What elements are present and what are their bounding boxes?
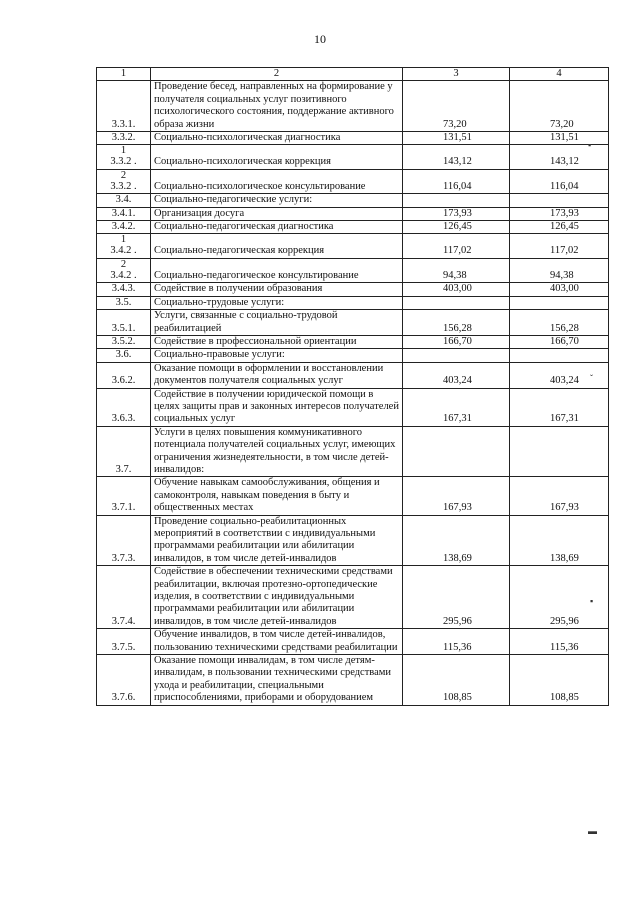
service-name-cell: Социально-педагогическое консультирование [151, 258, 403, 282]
service-code: 3.5.2. [111, 335, 136, 347]
scan-artifact-mark: ▬ [588, 826, 597, 836]
tariff-cell: 94,38 [510, 258, 609, 282]
service-code-cell [97, 283, 151, 296]
service-name-cell: Оказание помощи инвалидам, в том числе детям-инвалидам, в пользовании техническими средствами ухода и реабилитации, специальными приспособлениями, приборами и оборудованием [151, 655, 403, 706]
tariff-cell: 116,04 [403, 169, 510, 193]
tariff-cell: 295,96 [510, 566, 609, 629]
tariff-cell: 403,00 [403, 283, 510, 296]
table-row [97, 283, 609, 296]
service-code-cell [97, 566, 151, 629]
tariff-cell: 138,69 [403, 515, 510, 566]
service-name-cell: Проведение бесед, направленных на формирование у получателя социальных услуг позитивного психологического состояния, поддержание активного образа жизни [151, 81, 403, 132]
table-row [97, 310, 609, 336]
tariff-cell: 108,85 [403, 655, 510, 706]
code-superscript: 1 [120, 234, 127, 246]
service-code: 3.6. [115, 349, 132, 361]
tariff-cell: 117,02 [403, 234, 510, 258]
column-header: 4 [510, 68, 609, 81]
column-header: 1 [97, 68, 151, 81]
tariff-cell: 126,45 [510, 221, 609, 234]
tariff-cell: 131,51 [510, 132, 609, 145]
tariff-cell [510, 349, 609, 362]
scan-artifact-mark: ▪ [590, 596, 594, 606]
table-row [97, 349, 609, 362]
table-row [97, 221, 609, 234]
service-code-cell [97, 310, 151, 336]
table-row [97, 362, 609, 388]
page-number: 10 [314, 32, 326, 46]
tariff-cell [403, 349, 510, 362]
service-code-cell [97, 258, 151, 282]
tariff-cell: 156,28 [510, 310, 609, 336]
tariff-cell: 115,36 [510, 629, 609, 655]
service-code: 3.4.3. [111, 283, 136, 295]
tariff-cell: 117,02 [510, 234, 609, 258]
service-name-cell: Социально-психологическое консультирование [151, 169, 403, 193]
table-row [97, 234, 609, 258]
tariff-cell: 73,20 [510, 81, 609, 132]
service-code: 3.3.1. [111, 118, 136, 130]
service-name-cell: Содействие в обеспечении техническими средствами реабилитации, включая протезно-ортопедические изделия, в соответствии с индивидуальными программами реабилитации или абилитации инвалидов, в том числе детей-инвалидов [151, 566, 403, 629]
table-row [97, 655, 609, 706]
service-name-cell: Проведение социально-реабилитационных мероприятий в соответствии с индивидуальными программами реабилитации или абилитации инвалидов, в том числе детей-инвалидов [151, 515, 403, 566]
service-code: 3.7.1. [111, 502, 136, 514]
tariff-cell: 167,31 [510, 388, 609, 426]
services-tariff-table [96, 67, 609, 706]
service-code: 3.4. [115, 194, 132, 206]
code-superscript: 1 [120, 145, 127, 157]
service-code: 3.6.3. [111, 413, 136, 425]
table-row [97, 169, 609, 193]
table-row [97, 515, 609, 566]
tariff-cell: 116,04 [510, 169, 609, 193]
table-row [97, 81, 609, 132]
table-row [97, 335, 609, 348]
service-code-cell [97, 362, 151, 388]
service-code-cell [97, 629, 151, 655]
service-code-cell [97, 207, 151, 220]
scan-artifact-mark: ˬ [590, 366, 593, 376]
service-name-cell: Содействие в профессиональной ориентации [151, 335, 403, 348]
scan-artifact-mark: ▪ [588, 140, 592, 150]
service-name-cell: Социально-правовые услуги: [151, 349, 403, 362]
tariff-cell [403, 296, 510, 309]
service-name-cell: Социально-педагогическая диагностика [151, 221, 403, 234]
tariff-cell: 73,20 [403, 81, 510, 132]
service-code: 3.7.6. [111, 692, 136, 704]
service-code: 3.4.1. [111, 207, 136, 219]
service-code-cell [97, 81, 151, 132]
column-header: 3 [403, 68, 510, 81]
service-name-cell: Содействие в получении юридической помощи в целях защиты прав и законных интересов получателей социальных услуг [151, 388, 403, 426]
table-row [97, 566, 609, 629]
tariff-cell: 115,36 [403, 629, 510, 655]
service-code-cell [97, 145, 151, 169]
service-code-cell [97, 221, 151, 234]
service-code: 3.3.2 . [110, 180, 137, 192]
tariff-cell: 156,28 [403, 310, 510, 336]
service-code-cell [97, 655, 151, 706]
service-code: 3.4.2 . [110, 269, 137, 281]
tariff-cell [510, 296, 609, 309]
tariff-cell: 167,93 [403, 477, 510, 515]
service-code-cell [97, 296, 151, 309]
service-code-cell [97, 388, 151, 426]
service-name-cell: Услуги в целях повышения коммуникативного потенциала получателей социальных услуг, имеющих ограничения жизнедеятельности, в том числе детей-инвалидов: [151, 426, 403, 477]
tariff-cell: 173,93 [510, 207, 609, 220]
service-name-cell: Оказание помощи в оформлении и восстановлении документов получателя социальных услуг [151, 362, 403, 388]
tariff-cell: 167,31 [403, 388, 510, 426]
service-code: 3.5.1. [111, 322, 136, 334]
service-code: 3.3.2. [111, 132, 136, 144]
service-code-cell [97, 335, 151, 348]
service-code-cell [97, 477, 151, 515]
table-row [97, 426, 609, 477]
service-name-cell: Социально-психологическая диагностика [151, 132, 403, 145]
service-code: 3.7.3. [111, 552, 136, 564]
service-name-cell: Социально-психологическая коррекция [151, 145, 403, 169]
service-name-cell: Содействие в получении образования [151, 283, 403, 296]
tariff-cell: 403,00 [510, 283, 609, 296]
service-name-cell: Обучение навыкам самообслуживания, общения и самоконтроля, навыкам поведения в быту и общественных местах [151, 477, 403, 515]
service-code: 3.3.2 . [110, 156, 137, 168]
table-row [97, 258, 609, 282]
service-code-cell [97, 169, 151, 193]
table-row [97, 629, 609, 655]
column-header: 2 [151, 68, 403, 81]
tariff-cell [403, 426, 510, 477]
table-row [97, 132, 609, 145]
tariff-cell: 166,70 [403, 335, 510, 348]
table-header-row [97, 68, 609, 81]
table-row [97, 194, 609, 207]
table-row [97, 296, 609, 309]
tariff-cell [403, 194, 510, 207]
service-code: 3.7.5. [111, 641, 136, 653]
service-code-cell [97, 234, 151, 258]
tariff-cell: 166,70 [510, 335, 609, 348]
tariff-cell: 403,24 [510, 362, 609, 388]
service-name-cell: Организация досуга [151, 207, 403, 220]
tariff-cell: 143,12 [403, 145, 510, 169]
tariff-cell: 138,69 [510, 515, 609, 566]
table-row [97, 145, 609, 169]
tariff-cell: 403,24 [403, 362, 510, 388]
tariff-cell: 173,93 [403, 207, 510, 220]
service-code-cell [97, 515, 151, 566]
tariff-cell [510, 426, 609, 477]
code-superscript: 2 [120, 258, 127, 270]
tariff-cell: 126,45 [403, 221, 510, 234]
tariff-cell [510, 194, 609, 207]
tariff-cell: 167,93 [510, 477, 609, 515]
tariff-cell: 295,96 [403, 566, 510, 629]
service-code-cell [97, 194, 151, 207]
service-code: 3.7. [115, 463, 132, 475]
service-name-cell: Социально-педагогические услуги: [151, 194, 403, 207]
tariff-cell: 108,85 [510, 655, 609, 706]
service-code: 3.7.4. [111, 615, 136, 627]
service-name-cell: Социально-педагогическая коррекция [151, 234, 403, 258]
service-code-cell [97, 426, 151, 477]
service-code: 3.5. [115, 296, 132, 308]
tariff-cell: 143,12 [510, 145, 609, 169]
table-row [97, 388, 609, 426]
service-code-cell [97, 349, 151, 362]
service-code: 3.6.2. [111, 375, 136, 387]
table-row [97, 477, 609, 515]
service-name-cell: Обучение инвалидов, в том числе детей-инвалидов, пользованию техническими средствами реабилитации [151, 629, 403, 655]
service-code-cell [97, 132, 151, 145]
table-row [97, 207, 609, 220]
service-name-cell: Услуги, связанные с социально-трудовой реабилитацией [151, 310, 403, 336]
code-superscript: 2 [120, 169, 127, 181]
tariff-cell: 94,38 [403, 258, 510, 282]
service-name-cell: Социально-трудовые услуги: [151, 296, 403, 309]
service-code: 3.4.2. [111, 221, 136, 233]
service-code: 3.4.2 . [110, 245, 137, 257]
tariff-cell: 131,51 [403, 132, 510, 145]
